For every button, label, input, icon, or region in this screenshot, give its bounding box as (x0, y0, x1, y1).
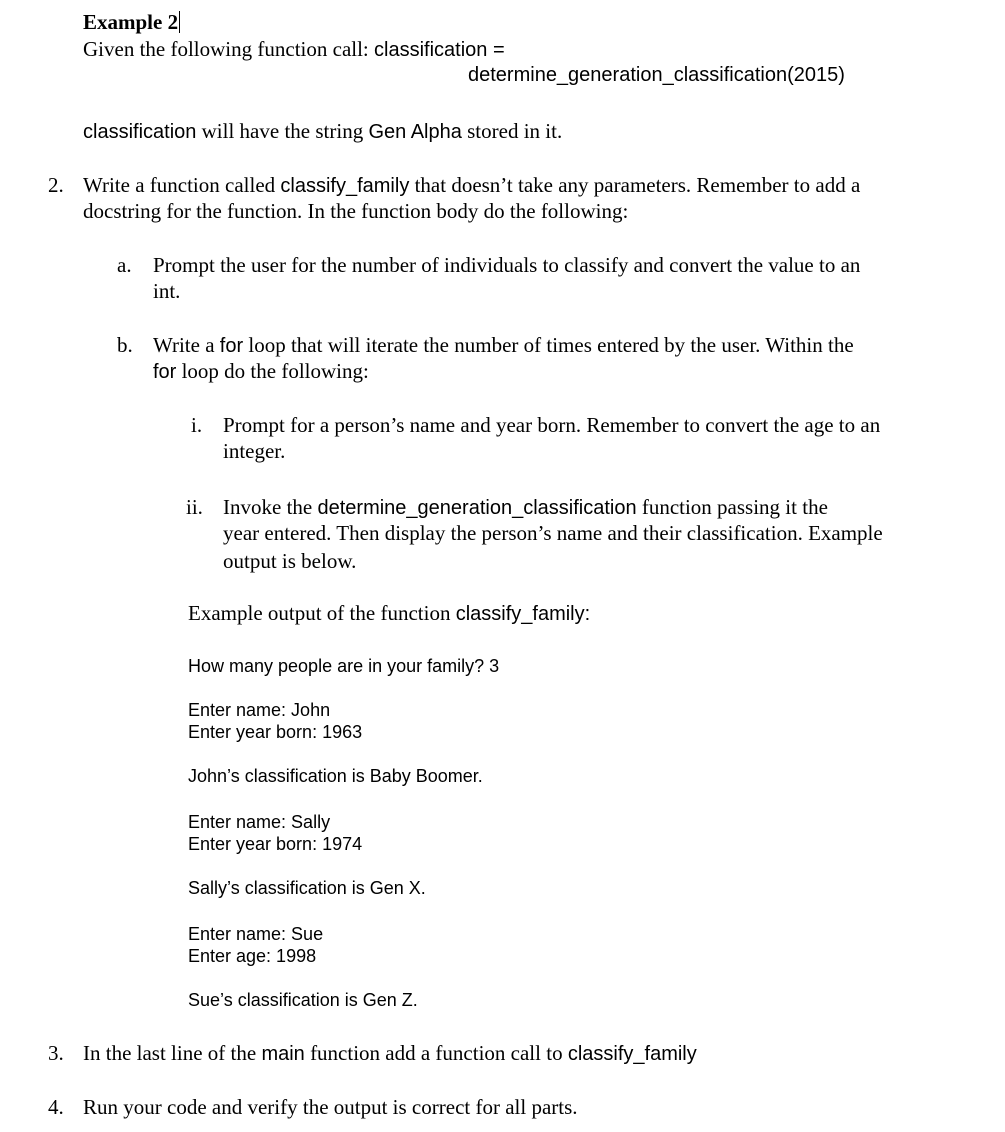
result-line (83, 118, 562, 145)
item-ii-prefix: Invoke the (223, 495, 318, 519)
step2-code: classify_family (280, 175, 410, 197)
item-a-line2: int. (153, 279, 181, 303)
call-code: determine_generation_classification(2015) (468, 64, 845, 86)
example-heading: Example 2 (83, 10, 179, 34)
output-line: Enter year born: 1974 (188, 834, 363, 854)
given-prefix: Given the following function call: (83, 37, 375, 61)
item-b-line2 (153, 358, 369, 385)
step3-prefix: In the last line of the (83, 1041, 262, 1065)
step2-prefix: Write a function called (83, 173, 281, 197)
step2-line2: docstring for the function. In the function body do the following: (83, 199, 629, 223)
item-b-line1 (153, 332, 854, 359)
item-b-label: b. (117, 333, 133, 357)
step3-mid: function add a function call to (304, 1041, 568, 1065)
item-b-prefix: Write a (153, 333, 220, 357)
step4-line: Run your code and verify the output is correct for all parts. (83, 1095, 578, 1119)
item-ii-suffix: function passing it the (636, 495, 828, 519)
output-line: Sue’s classification is Gen Z. (188, 990, 418, 1010)
output-line: Enter age: 1998 (188, 946, 317, 966)
item-b-code: for (219, 335, 244, 357)
result-code-1: classification (83, 121, 197, 143)
item-ii-label: ii. (186, 495, 203, 519)
item-a-label: a. (117, 253, 132, 277)
item-ii-code: determine_generation_classification (317, 497, 637, 519)
step3-line (83, 1040, 697, 1067)
item-b-suffix-2: loop do the following: (176, 359, 369, 383)
step2-suffix: that doesn’t take any parameters. Remember to add a (409, 173, 861, 197)
item-a-line1: Prompt the user for the number of individuals to classify and convert the value to an (153, 253, 861, 277)
step2-line1 (83, 172, 860, 199)
text-cursor (179, 11, 180, 33)
item-b-suffix: loop that will iterate the number of times entered by the user. Within the (243, 333, 854, 357)
item-ii-line1 (223, 494, 828, 521)
output-line: John’s classification is Baby Boomer. (188, 766, 483, 786)
example-output-code: classify_family: (455, 603, 591, 625)
given-line (83, 36, 505, 63)
item-i-label: i. (191, 413, 203, 437)
example-output-heading (188, 600, 590, 627)
output-line: How many people are in your family? 3 (188, 656, 500, 676)
step3-number: 3. (48, 1041, 64, 1065)
output-line: Enter name: John (188, 700, 331, 720)
item-i-line1: Prompt for a person’s name and year born. Remember to convert the age to an (223, 413, 881, 437)
step2-number: 2. (48, 173, 64, 197)
item-b-code-2: for (153, 361, 177, 383)
item-ii-line2: year entered. Then display the person’s name and their classification. Example (223, 521, 883, 545)
item-ii-line3: output is below. (223, 549, 357, 573)
output-line: Enter name: Sue (188, 924, 324, 944)
result-code-2: Gen Alpha (368, 121, 462, 143)
item-i-line2: integer. (223, 439, 286, 463)
assign-code: classification = (374, 39, 505, 61)
step3-code-classify: classify_family (567, 1043, 697, 1065)
example-output-prefix: Example output of the function (188, 601, 456, 625)
step3-code-main: main (261, 1043, 305, 1065)
step4-number: 4. (48, 1095, 64, 1119)
result-mid: will have the string (196, 119, 369, 143)
output-line: Enter year born: 1963 (188, 722, 363, 742)
result-end: stored in it. (461, 119, 563, 143)
output-line: Sally’s classification is Gen X. (188, 878, 426, 898)
output-line: Enter name: Sally (188, 812, 331, 832)
